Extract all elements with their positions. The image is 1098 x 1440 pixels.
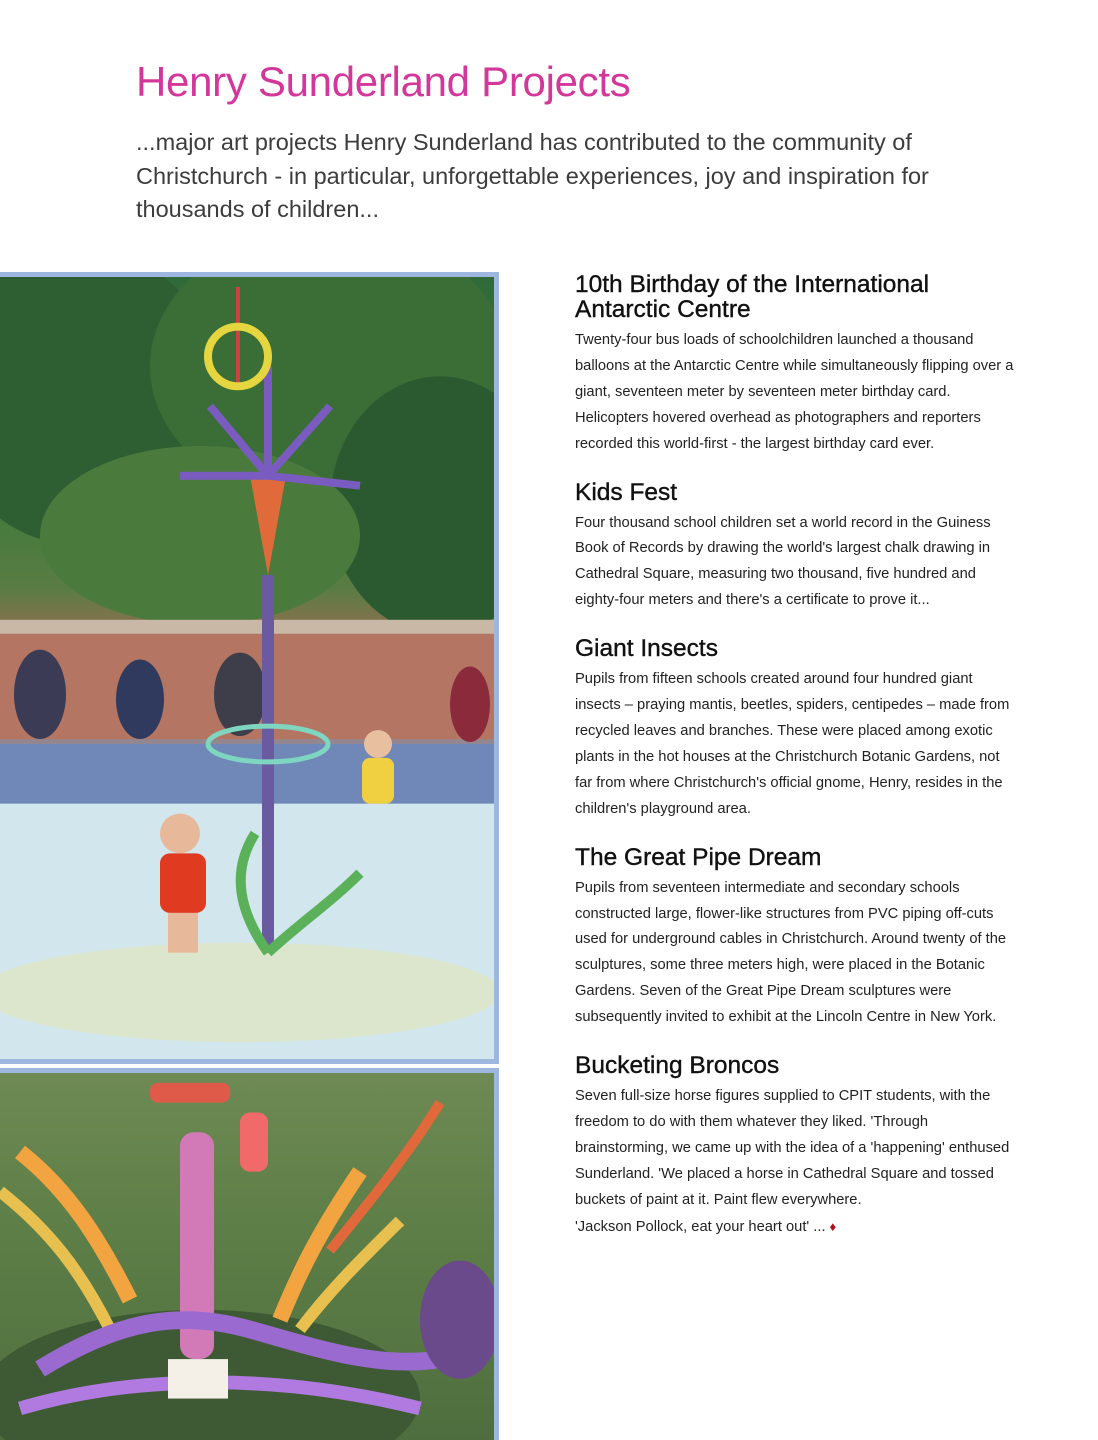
project-title: Giant Insects bbox=[575, 635, 718, 663]
project-kids-fest bbox=[575, 480, 1015, 615]
end-diamond-icon: ♦ bbox=[829, 1218, 837, 1234]
project-description: Twenty-four bus loads of schoolchildren launched a thousand balloons at the Antarctic Centre while simultaneously flipping over a giant, seventeen meter by seventeen meter birthday card. Helicopters hovered overhead as photographers and reporters recorded this world-first - the largest birthday card ever. bbox=[575, 332, 1014, 452]
page-title: Henry Sunderland Projects bbox=[136, 58, 631, 105]
project-antarctic-centre bbox=[575, 272, 1015, 458]
quote-text: 'Jackson Pollock, eat your heart out' ... bbox=[575, 1218, 826, 1235]
projects-column bbox=[575, 272, 1015, 1262]
intro-text: ...major art projects Henry Sunderland has contributed to the community of Christchurch - in particular, unforgettable experiences, joy and inspiration for thousands of children... bbox=[136, 129, 929, 222]
project-description: Seven full-size horse figures supplied to CPIT students, with the freedom to do with them whatever they liked. 'Through brainstorming, we came up with the idea of a 'happening' enthused Sunderland. 'We placed a horse in Cathedral Square and tossed buckets of paint at it. Paint flew everywhere. bbox=[575, 1088, 1010, 1208]
project-great-pipe-dream bbox=[575, 845, 1015, 1031]
photo-flower-sculpture bbox=[0, 1068, 499, 1440]
project-bucketing-broncos bbox=[575, 1053, 1015, 1240]
project-title: The Great Pipe Dream bbox=[575, 843, 822, 871]
project-giant-insects bbox=[575, 636, 1015, 822]
project-title: 10th Birthday of the International Antarctic Centre bbox=[575, 271, 930, 323]
project-quote bbox=[575, 1214, 1015, 1241]
project-title: Kids Fest bbox=[575, 478, 678, 506]
photo-pipe-sculpture-pool bbox=[0, 272, 499, 1064]
project-description: Four thousand school children set a world record in the Guiness Book of Records by drawing the world's largest chalk drawing in Cathedral Square, measuring two thousand, five hundred and eighty-four meters and there's a certificate to prove it... bbox=[575, 514, 991, 609]
project-title: Bucketing Broncos bbox=[575, 1052, 780, 1080]
project-description: Pupils from seventeen intermediate and secondary schools constructed large, flower-like structures from PVC piping off-cuts used for underground cables in Christchurch. Around twenty of the sculptures, some three meters high, were placed in the Botanic Gardens. Seven of the Great Pipe Dream sculptures were subsequently invited to exhibit at the Lincoln Centre in New York. bbox=[575, 879, 1007, 1026]
project-description: Pupils from fifteen schools created around four hundred giant insects – praying mantis, beetles, spiders, centipedes – made from recycled leaves and branches. These were placed among exotic plants in the hot houses at the Christchurch Botanic Gardens, not far from where Christchurch's official gnome, Henry, resides in the children's playground area. bbox=[575, 671, 1010, 817]
